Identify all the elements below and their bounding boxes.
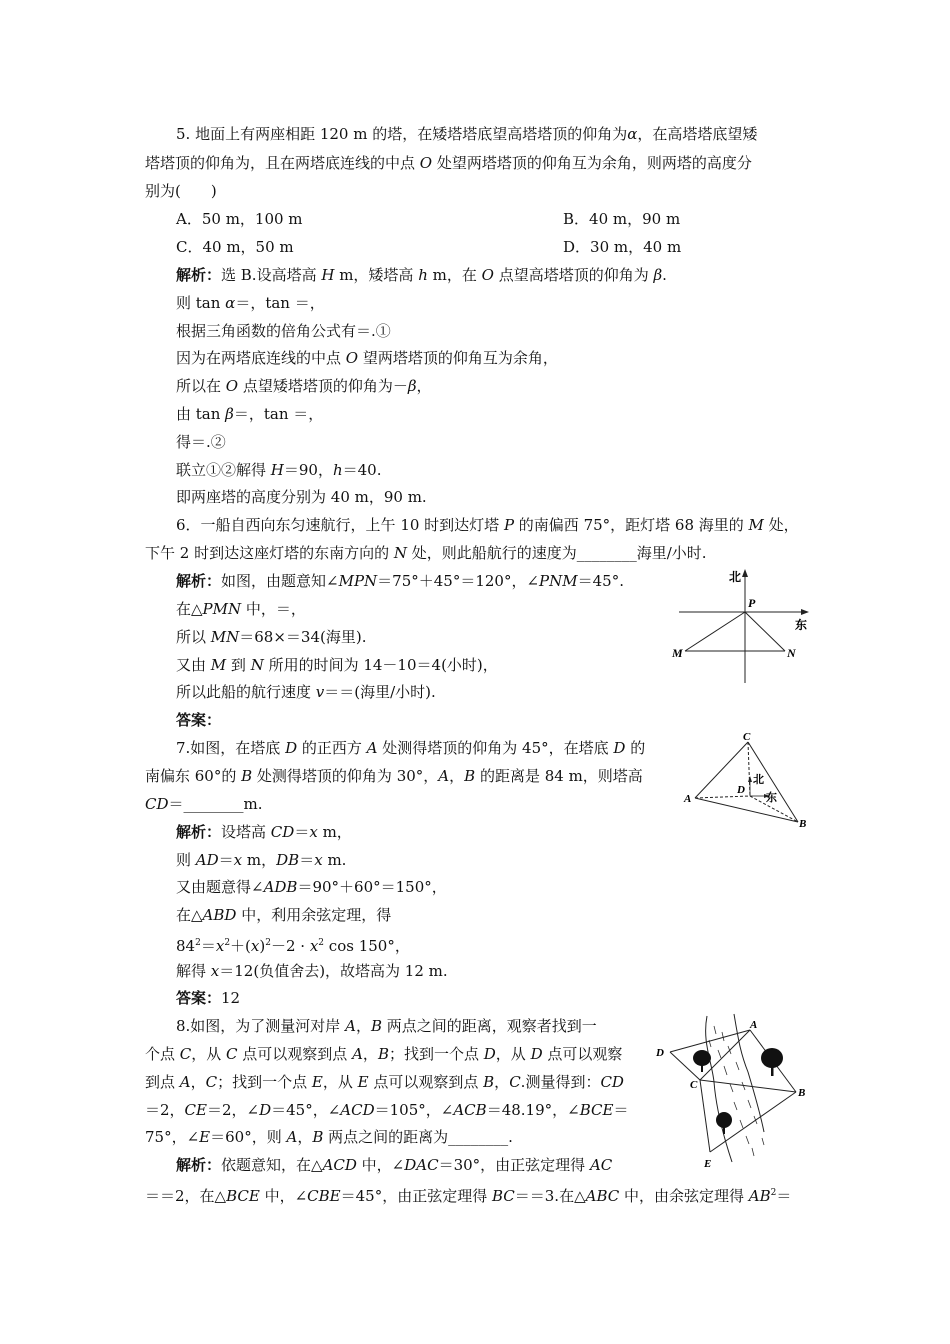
q7-solution-line-1: 解析：设塔高 CD＝x m， [176,823,352,841]
q6-east-arrowhead [801,609,809,615]
q5-solution-label: 解析： [176,266,222,284]
q6-line-pm [685,612,745,651]
q8-label-a: A [750,1019,758,1031]
q7-answer-label: 答案： [176,989,222,1007]
q6-solution-line-1: 解析：如图，由题意知∠MPN＝75°＋45°＝120°，∠PNM＝45°. [176,572,624,590]
q6-label-east: 东 [795,618,808,632]
q5-option-d: D．30 m，40 m [563,238,682,256]
q8-solution-line-2: ＝＝2，在△BCE 中，∠CBE＝45°，由正弦定理得 BC＝＝3.在△ABC 中，由余弦定理得 $AB^2=$ [145,1187,792,1205]
q8-label-b: B [798,1087,806,1099]
q7-north-arrowhead [748,776,752,782]
q6-solution-label: 解析： [176,572,222,590]
q7-solution-line-4: 在△ABD 中，利用余弦定理，得 [176,906,392,924]
q8-solution-line-1: 解析：依题意知，在△ACD 中，∠DAC＝30°，由正弦定理得 AC [176,1156,613,1174]
q6-label-n: N [787,646,796,660]
q7-label-a: A [684,793,692,805]
q8-stem-line-2: 个点 C，从 C 点可以观察到点 A，B；找到一个点 D，从 D 点可以观察 [145,1045,623,1063]
q8-river-hatching [709,1026,764,1156]
q7-stem-line-2: 南偏东 60°的 B 处测得塔顶的仰角为 30°，A，B 的距离是 84 m，则塔高 [145,767,643,785]
q8-stem-line-1: 8.如图，为了测量河对岸 A，B 两点之间的距离，观察者找到一 [176,1017,597,1035]
q7-label-d: D [737,784,745,796]
q8-line-da [670,1030,750,1052]
q6-stem-line-2: 下午 2 时到达这座灯塔的东南方向的 N 处，则此船航行的速度为________海里/小时. [145,544,707,562]
q7-line-ad [695,796,750,798]
q8-solution-label: 解析： [176,1156,222,1174]
q5-solution-line-5: 所以在 O 点望矮塔塔顶的仰角为－β， [176,377,432,395]
q5-option-b: B．40 m，90 m [563,210,681,228]
q7-stem-line-1: 7.如图，在塔底 D 的正西方 A 处测得塔顶的仰角为 45°，在塔底 D 的 [176,739,646,757]
q8-stem-line-3: 到点 A，C；找到一个点 E，从 E 点可以观察到点 B，C.测量得到：CD [145,1073,624,1091]
q5-solution-line-3: 根据三角函数的倍角公式有＝.① [176,322,391,340]
q7-label-b: B [799,818,807,830]
q7-stem-line-3: CD＝________m. [145,795,263,813]
q8-figure [652,1012,812,1174]
q7-solution-line-3: 又由题意得∠ADB＝90°＋60°＝150°， [176,878,447,896]
q8-stem-line-4: ＝2，CE＝2，∠D＝45°，∠ACD＝105°，∠ACB＝48.19°，∠BCE＝ [145,1101,629,1119]
q8-stem-line-5: 75°，∠E＝60°，则 A，B 两点之间的距离为________. [145,1128,513,1146]
q7-solution-line-6: 解得 x＝12(负值舍去)，故塔高为 12 m. [176,962,448,980]
q6-north-arrowhead [742,569,748,577]
q6-stem-line-1: 6．一船自西向东匀速航行，上午 10 时到达灯塔 P 的南偏西 75°，距灯塔 68 海里的 M 处， [176,516,799,534]
q5-solution-line-9: 即两座塔的高度分别为 40 m，90 m. [176,488,427,506]
q8-tree-icon-2 [761,1048,783,1076]
q5-option-c: C．40 m，50 m [176,238,294,256]
q6-label-north: 北 [729,570,742,584]
q8-river-bank-left [706,1016,732,1162]
q6-line-pn [745,612,785,651]
q5-stem-line-2: 塔塔顶的仰角为，且在两塔底连线的中点 O 处望两塔塔顶的仰角互为余角，则两塔的高度分 [145,154,752,172]
q8-label-c: C [690,1079,698,1091]
q5-stem-line-1: 5. 地面上有两座相距 120 m 的塔，在矮塔塔底望高塔塔顶的仰角为α，在高塔塔底望矮 [176,125,758,143]
q5-solution-line-4: 因为在两塔底连线的中点 O 望两塔塔顶的仰角互为余角， [176,349,558,367]
q6-solution-line-2: 在△PMN 中，＝， [176,600,306,618]
q5-solution-line-2: 则 tan α＝，tan ＝， [176,294,325,312]
q6-label-p: P [748,596,756,610]
q6-solution-line-4: 又由 M 到 N 所用的时间为 14－10＝4(小时)， [176,656,498,674]
q5-option-a: A．50 m，100 m [176,210,303,228]
q8-tree-icon-3 [716,1112,732,1134]
q7-solution-label: 解析： [176,823,222,841]
q8-line-ce [700,1080,710,1152]
q6-figure [665,565,815,685]
q7-label-north: 北 [753,774,764,786]
q6-solution-line-5: 所以此船的航行速度 v＝＝(海里/小时). [176,683,436,701]
q6-label-m: M [672,646,683,660]
q7-line-ab [695,798,798,822]
q5-solution-line-7: 得＝.② [176,433,226,451]
q5-solution-line-1: 解析：选 B.设高塔高 H m，矮塔高 h m，在 O 点望高塔塔顶的仰角为 β. [176,266,667,284]
q8-label-d: D [656,1047,664,1059]
q7-label-east: 东 [766,792,777,804]
q7-label-c: C [743,731,751,743]
q7-solution-line-5: $84^2=x^2+(x)^2-2 \cdot x^2$ cos 150°， [176,937,410,955]
q5-stem-line-3: 别为( ) [145,182,217,200]
q5-solution-line-8: 联立①②解得 H＝90，h＝40. [176,461,382,479]
q7-answer-value: 12 [221,989,241,1007]
q8-label-e: E [704,1158,712,1170]
q7-figure [680,730,815,830]
q6-solution-line-3: 所以 MN＝68×＝34(海里). [176,628,367,646]
q6-answer-label: 答案： [176,711,222,729]
q8-tree-icon-1 [693,1050,711,1072]
q7-solution-line-2: 则 AD＝x m，DB＝x m. [176,851,347,869]
q7-answer-line [176,988,240,1008]
q5-solution-line-6: 由 tan β＝，tan ＝， [176,405,324,423]
